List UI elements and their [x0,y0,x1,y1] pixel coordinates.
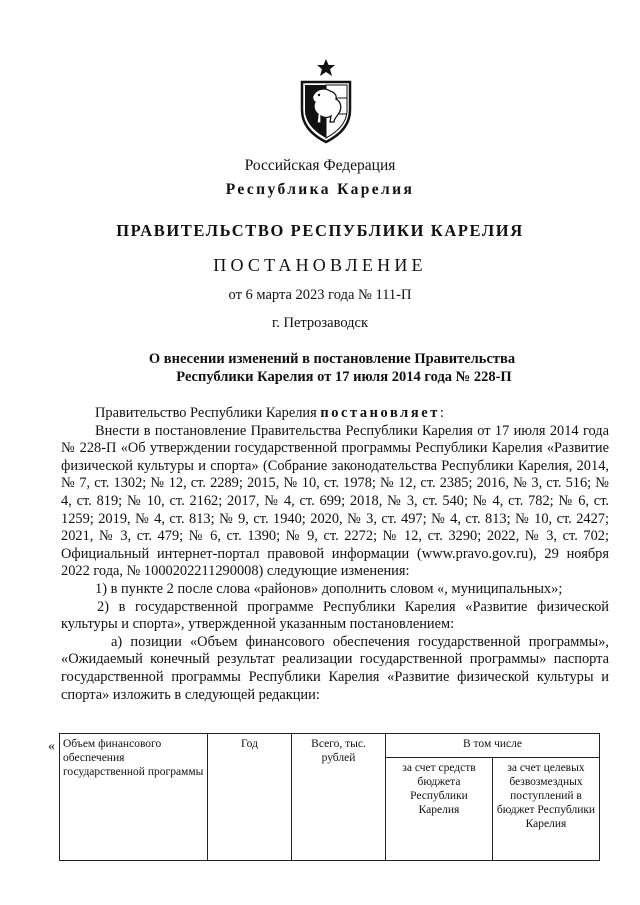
star-icon [317,59,335,76]
table-header-year: Год [208,734,292,861]
intro-prefix: Правительство Республики Карелия [95,405,321,421]
list-item-1: 1) в пункте 2 после слова «районов» дополнить словом «, муниципальных»; [95,580,563,597]
table-header-grants: за счет целевых безвозмездных поступлений в бюджет Республики Карелия [493,758,600,861]
coat-of-arms-emblem [296,58,356,144]
main-paragraph: Внести в постановление Правительства Республики Карелия от 17 июля 2014 года № 228-П «Об утверждении государственной программы Республики Карелия «Развитие физической культуры и спорта» (Собрание законодательства Республики Карелия, 2014, № 7, ст. 1302; № 12, ст. 2289; 2015, № 10, ст. 1978; № 12, ст. 2385; 2016, № 3, ст. 516; № 4, ст. 819; № 10, ст. 2162; 2017, № 4, ст. 699; 2018, № 3, ст. 540; № 4, ст. 782; № 6, ст. 1259; 2019, № 4, ст. 813; № 9, ст. 1940; 2020, № 3, ст. 497; № 4, ст. 813; № 10, ст. 2427; 2021, № 3, ст. 479; № 6, ст. 1390; № 9, ст. 2272; № 12, ст. 3290; 2022, № 3, ст. 702; Официальный интернет-портал правовой информации (www.pravo.gov.ru), 29 ноября 2022 года, № 1000202211290008) следующие изменения: [61,422,609,580]
list-item-2: 2) в государственной программе Республики Карелия «Развитие физической культуры и спорта», утвержденной указанным постановлением: [61,598,609,633]
document-type: ПОСТАНОВЛЕНИЕ [213,255,427,275]
document-title [0,350,640,386]
republic-name: Республика Карелия [225,181,415,198]
title-line-1: О внесении изменений в постановление Правительства [148,351,516,367]
table-header-including: В том числе [386,734,600,758]
intro-paragraph [61,405,609,423]
title-line-2: Республики Карелия от 17 июля 2014 года № 228-П [176,369,512,385]
table-header-total: Всего, тыс. рублей [292,734,386,861]
intro-suffix: : [439,405,444,421]
table-open-quote: « [48,739,55,754]
financing-table [59,733,600,861]
list-item-2a: а) позиции «Объем финансового обеспечения государственной программы», «Ожидаемый конечный результат реализации государственной программы» паспорта государственной программы Республики Карелия «Развитие физической культуры и спорта» изложить в следующей редакции: [61,633,609,703]
document-body [61,405,609,704]
document-date-number: от 6 марта 2023 года № 111-П [228,287,412,303]
document-city: г. Петрозаводск [271,315,369,331]
country-name: Российская Федерация [244,157,396,174]
table-row-label: Объем финансового обеспечения государственной программы [60,734,208,861]
government-name: ПРАВИТЕЛЬСТВО РЕСПУБЛИКИ КАРЕЛИЯ [116,221,524,240]
table-header-budget: за счет средств бюджета Республики Карелия [386,758,493,861]
intro-decree-word: постановляет [320,405,440,421]
